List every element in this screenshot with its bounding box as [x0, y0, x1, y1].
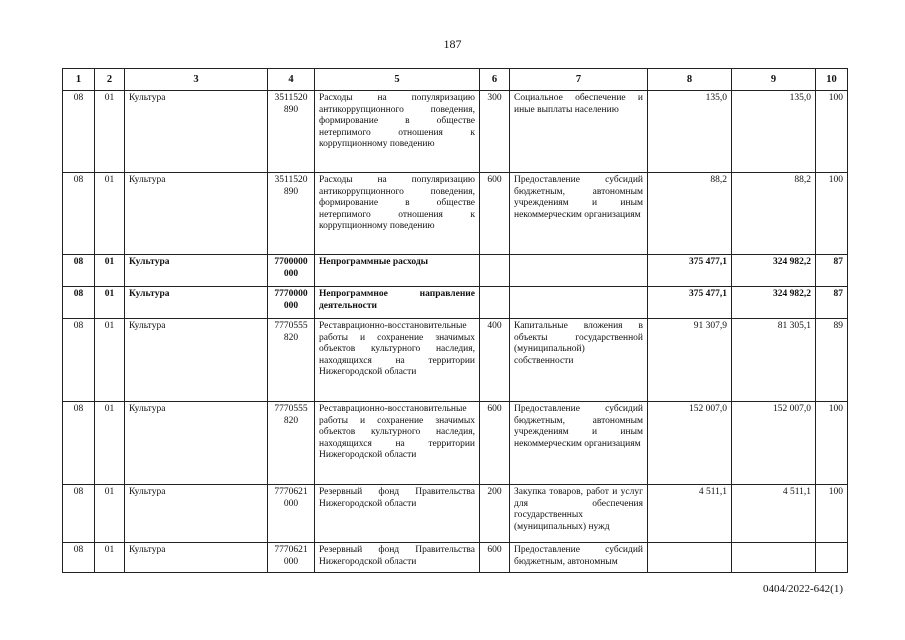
- expense-description: Резервный фонд Правительства Нижегородской области: [315, 543, 480, 573]
- target-article-code: 7700000 000: [268, 255, 315, 287]
- document-code: 0404/2022-642(1): [762, 583, 843, 595]
- col-header-6: 6: [480, 69, 510, 91]
- execution-percent: 89: [816, 319, 848, 402]
- execution-percent: 87: [816, 255, 848, 287]
- expense-type-name: [510, 255, 648, 287]
- table-header-row: [63, 69, 848, 91]
- approved-amount: 152 007,0: [648, 402, 732, 485]
- section-name: Культура: [125, 287, 268, 319]
- executed-amount: [732, 543, 816, 573]
- subsection-code: 01: [95, 485, 125, 543]
- approved-amount: [648, 543, 732, 573]
- expense-type-code: 400: [480, 319, 510, 402]
- expense-type-name: Капитальные вложения в объекты государственной (муниципальной) собственности: [510, 319, 648, 402]
- expense-type-code: 600: [480, 543, 510, 573]
- subsection-code: 01: [95, 319, 125, 402]
- approved-amount: 4 511,1: [648, 485, 732, 543]
- subsection-code: 01: [95, 91, 125, 173]
- execution-percent: 100: [816, 173, 848, 255]
- section-code: 08: [63, 319, 95, 402]
- expense-type-name: Предоставление субсидий бюджетным, автономным учреждениям и иным некоммерческим организациям: [510, 402, 648, 485]
- table-body: [63, 91, 848, 573]
- approved-amount: 135,0: [648, 91, 732, 173]
- subsection-code: 01: [95, 255, 125, 287]
- target-article-code: 3511520 890: [268, 91, 315, 173]
- execution-percent: 100: [816, 91, 848, 173]
- budget-table: [62, 68, 848, 573]
- executed-amount: 81 305,1: [732, 319, 816, 402]
- expense-type-name: Закупка товаров, работ и услуг для обеспечения государственных (муниципальных) нужд: [510, 485, 648, 543]
- executed-amount: 135,0: [732, 91, 816, 173]
- section-name: Культура: [125, 91, 268, 173]
- executed-amount: 324 982,2: [732, 287, 816, 319]
- page-number: 187: [443, 37, 462, 51]
- section-code: 08: [63, 485, 95, 543]
- table-row: [63, 402, 848, 485]
- expense-description: Непрограммные расходы: [315, 255, 480, 287]
- subsection-code: 01: [95, 173, 125, 255]
- section-name: Культура: [125, 319, 268, 402]
- col-header-1: 1: [63, 69, 95, 91]
- col-header-10: 10: [816, 69, 848, 91]
- table-row: [63, 543, 848, 573]
- expense-type-code: 600: [480, 402, 510, 485]
- expense-description: Реставрационно-восстановительные работы и сохранение значимых объектов культурного наследия, находящихся на территории Нижегородской области: [315, 319, 480, 402]
- section-code: 08: [63, 402, 95, 485]
- col-header-5: 5: [315, 69, 480, 91]
- section-code: 08: [63, 173, 95, 255]
- expense-type-name: Социальное обеспечение и иные выплаты населению: [510, 91, 648, 173]
- table-row: [63, 173, 848, 255]
- col-header-8: 8: [648, 69, 732, 91]
- expense-type-code: 600: [480, 173, 510, 255]
- target-article-code: 7770000 000: [268, 287, 315, 319]
- target-article-code: 7770621 000: [268, 485, 315, 543]
- expense-type-code: [480, 255, 510, 287]
- table-row: [63, 485, 848, 543]
- approved-amount: 88,2: [648, 173, 732, 255]
- expense-description: Расходы на популяризацию антикоррупционного поведения, формирование в обществе нетерпимого отношения к коррупционному поведению: [315, 91, 480, 173]
- section-name: Культура: [125, 402, 268, 485]
- section-code: 08: [63, 255, 95, 287]
- subsection-code: 01: [95, 543, 125, 573]
- expense-description: Резервный фонд Правительства Нижегородской области: [315, 485, 480, 543]
- target-article-code: 7770555 820: [268, 319, 315, 402]
- executed-amount: 152 007,0: [732, 402, 816, 485]
- subsection-code: 01: [95, 287, 125, 319]
- expense-description: Реставрационно-восстановительные работы и сохранение значимых объектов культурного наследия, находящихся на территории Нижегородской области: [315, 402, 480, 485]
- col-header-2: 2: [95, 69, 125, 91]
- executed-amount: 88,2: [732, 173, 816, 255]
- approved-amount: 375 477,1: [648, 255, 732, 287]
- expense-type-name: [510, 287, 648, 319]
- section-code: 08: [63, 91, 95, 173]
- expense-type-name: Предоставление субсидий бюджетным, автономным: [510, 543, 648, 573]
- approved-amount: 91 307,9: [648, 319, 732, 402]
- section-name: Культура: [125, 485, 268, 543]
- expense-description: Расходы на популяризацию антикоррупционного поведения, формирование в обществе нетерпимого отношения к коррупционному поведению: [315, 173, 480, 255]
- target-article-code: 7770555 820: [268, 402, 315, 485]
- col-header-7: 7: [510, 69, 648, 91]
- table-row: [63, 255, 848, 287]
- expense-type-code: 200: [480, 485, 510, 543]
- col-header-3: 3: [125, 69, 268, 91]
- expense-description: Непрограммное направление деятельности: [315, 287, 480, 319]
- target-article-code: 7770621 000: [268, 543, 315, 573]
- executed-amount: 4 511,1: [732, 485, 816, 543]
- execution-percent: 87: [816, 287, 848, 319]
- col-header-9: 9: [732, 69, 816, 91]
- approved-amount: 375 477,1: [648, 287, 732, 319]
- expense-type-code: [480, 287, 510, 319]
- section-name: Культура: [125, 543, 268, 573]
- col-header-4: 4: [268, 69, 315, 91]
- execution-percent: [816, 543, 848, 573]
- table-row: [63, 91, 848, 173]
- target-article-code: 3511520 890: [268, 173, 315, 255]
- execution-percent: 100: [816, 402, 848, 485]
- table-row: [63, 287, 848, 319]
- section-name: Культура: [125, 255, 268, 287]
- expense-type-code: 300: [480, 91, 510, 173]
- section-code: 08: [63, 287, 95, 319]
- expense-type-name: Предоставление субсидий бюджетным, автономным учреждениям и иным некоммерческим организациям: [510, 173, 648, 255]
- executed-amount: 324 982,2: [732, 255, 816, 287]
- table-row: [63, 319, 848, 402]
- section-code: 08: [63, 543, 95, 573]
- subsection-code: 01: [95, 402, 125, 485]
- execution-percent: 100: [816, 485, 848, 543]
- section-name: Культура: [125, 173, 268, 255]
